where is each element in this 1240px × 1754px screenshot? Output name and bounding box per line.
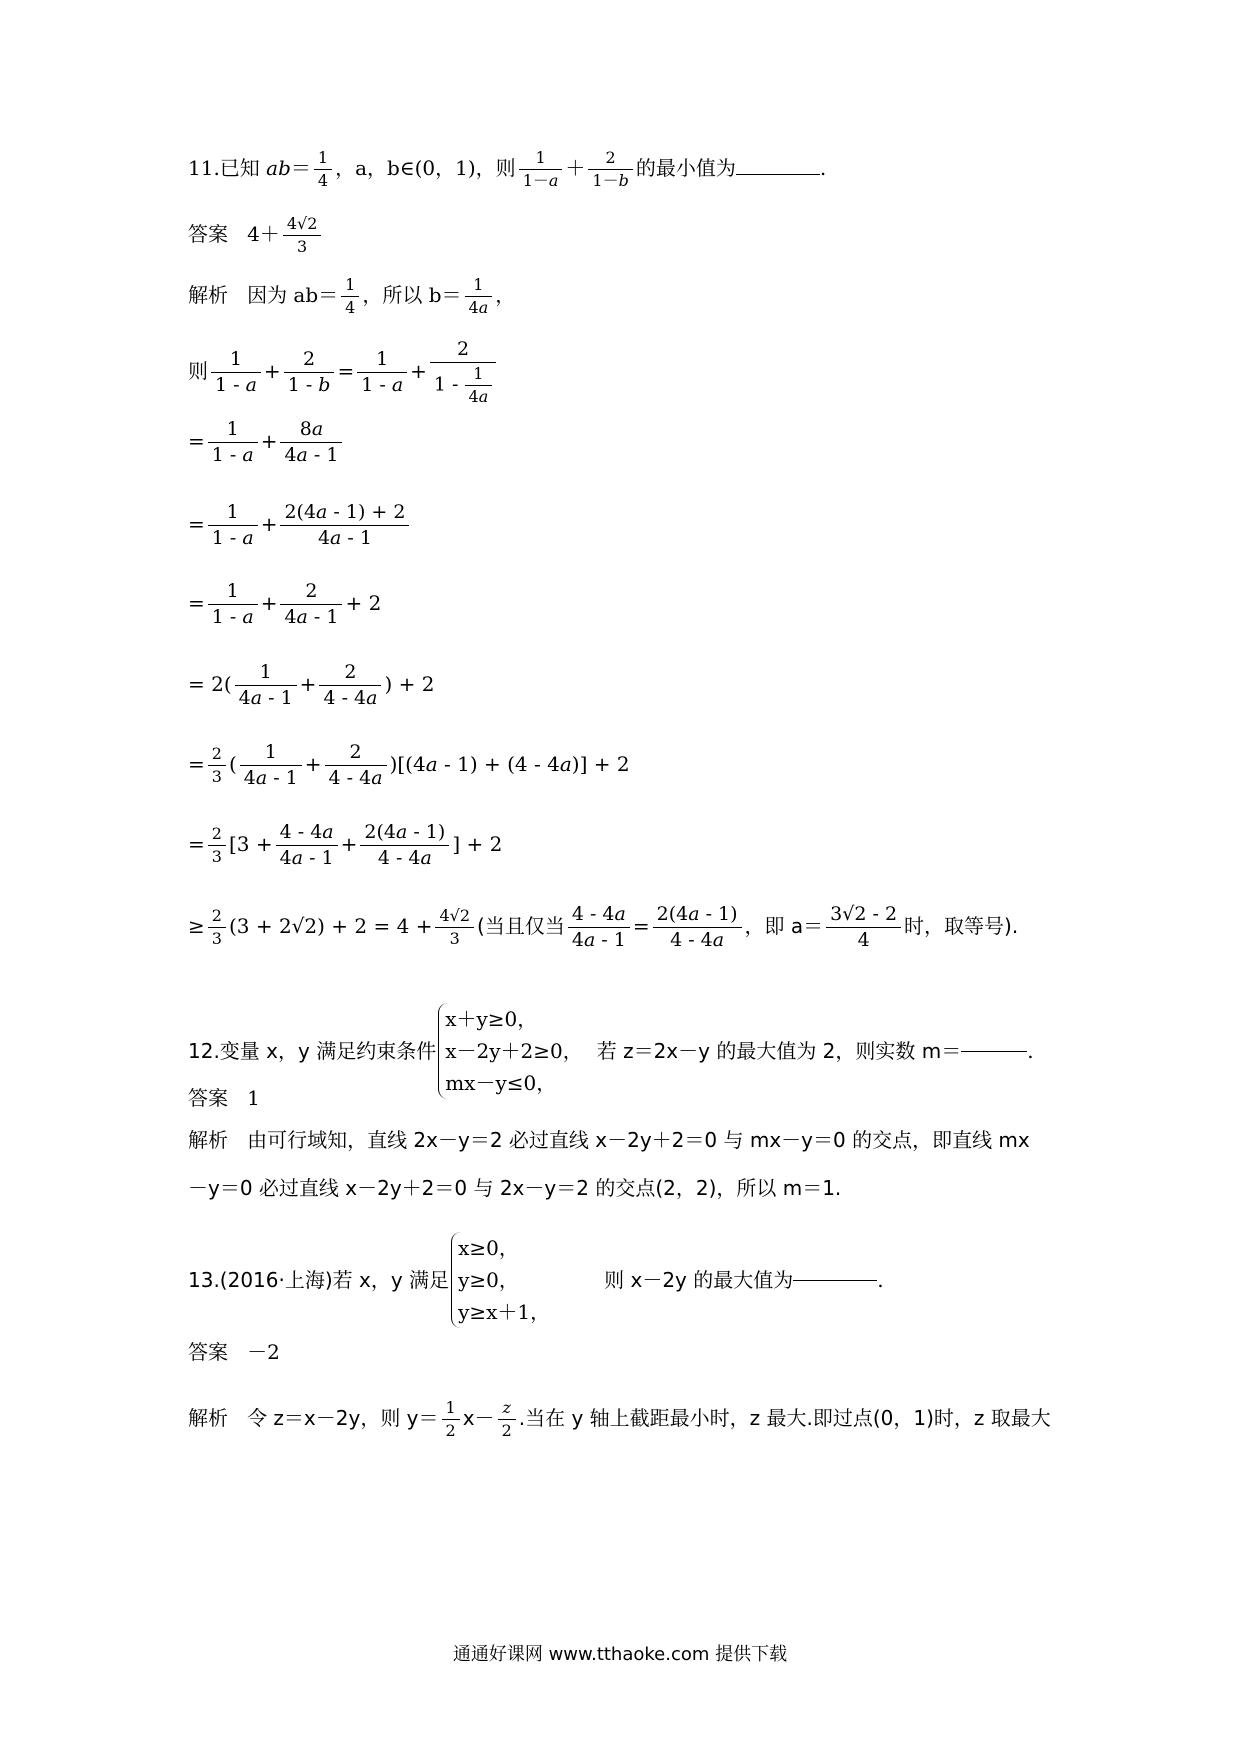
solution-text-2: ，所以 b＝ [362,283,462,307]
answer-label: 答案 [188,222,228,246]
page-footer: 通通好课网 www.tthaoke.com 提供下载 [452,1644,788,1665]
final-note-2: ，即 a＝ [744,914,824,938]
q11-end: . [819,156,827,180]
q11-answer-value: 4＋ [247,222,280,246]
solution-label: 解析 [188,1406,228,1430]
q12-solution-line-2 [188,1178,841,1198]
q11-ab: ab [266,156,291,180]
solution-label: 解析 [188,1128,228,1152]
fraction: $\frac{1}{4}$ [341,277,359,316]
question-11: 11.已知 ab＝ $\frac{1}{4}$ ，a，b∈(0，1)，则 $\frac{1}{1-a}$ ＋ $\frac{2}{1-b}$ 的最小值为 . [188,148,827,190]
q13-solution: 解析 令 z＝x－2y，则 y＝ $\frac{1}{2}$ x－ $\frac{z}{2}$ .当在 y 轴上截距最小时，z 最大.即过点(0，1)时，z 取最大 [188,1398,1051,1440]
derivation-line-6: = $\frac{2}{3}$ ( $\frac{1}{4a - 1}$ + $\frac{2}{4 - 4a}$ )[(4a - 1) + (4 - 4a)] + 2 [188,741,630,789]
q12-end: . [1027,1039,1034,1063]
derivation-line-2: = $\frac{1}{1 - a}$ + $\frac{8a}{4a - 1}$ [188,420,345,465]
solution-label: 解析 [188,283,228,307]
q13-end: . [877,1268,884,1292]
q12-answer [188,1088,260,1108]
constraint-system: x＋y≥0， x－2y＋2≥0， mx－y≤0， [438,1003,583,1099]
q12-answer-value: 1 [247,1086,260,1110]
answer-label: 答案 [188,1086,228,1110]
fraction: $\frac{1}{1-a}$ [519,150,563,189]
q12-solution-text-1: 由可行域知，直线 2x－y＝2 必过直线 x－2y＋2＝0 与 mx－y＝0 的交点，即直线 mx [247,1128,1030,1152]
q13-solution-text-1: 令 z＝x－2y，则 y＝ [247,1406,439,1430]
q13-solution-text-2: x－ [462,1406,495,1430]
derivation-line-7: = $\frac{2}{3}$ [3 + $\frac{4 - 4a}{4a - 1}$ + $\frac{2(4a - 1)}{4 - 4a}$ ] + 2 [188,821,503,869]
q13-solution-text-3: .当在 y 轴上截距最小时，z 最大.即过点(0，1)时，z 取最大 [518,1406,1051,1430]
q11-mid: ，a，b∈(0，1)，则 [335,156,516,180]
solution-text-1: 因为 ab＝ [247,283,339,307]
answer-fraction: $\frac{4√2}{3}$ [283,216,322,255]
constraint-system: x≥0， y≥0， y≥x＋1， [451,1232,550,1328]
q13-answer-value: －2 [247,1340,280,1364]
q13-suffix: 则 x－2y 的最大值为 [604,1268,794,1292]
answer-blank[interactable] [961,1051,1027,1052]
q12-solution-text-2: －y＝0 必过直线 x－2y＋2＝0 与 2x－y＝2 的交点(2，2)，所以 m＝1. [188,1176,842,1200]
fraction: $\frac{2}{1-b}$ [588,150,632,189]
derivation-line-8: ≥ $\frac{2}{3}$ (3 + 2√2) + 2 = 4 + $\frac{4√2}{3}$ (当且仅当 $\frac{4 - 4a}{4a - 1}$ = $\frac{2(4a - 1)}{4 - 4a}$ ，即 a＝ $\frac{3√2 - 2}{4}$ 时，取等号). [188,903,1019,951]
q11-prefix: 11.已知 [188,156,267,180]
question-12 [188,1003,1034,1099]
answer-blank[interactable] [793,1280,877,1281]
q12-suffix: 若 z＝2x－y 的最大值为 2，则实数 m＝ [596,1039,962,1063]
q13-answer [188,1342,280,1362]
final-note-1: (当且仅当 [477,914,565,938]
derivation-line-1: 则 $\frac{1}{1 - a}$ + $\frac{2}{1 - b}$ = $\frac{1}{1 - a}$ + 2 1 - $\frac{1}{4a}$ [188,340,499,405]
fraction: $\frac{1}{4a}$ [465,277,493,316]
derivation-line-4: = $\frac{1}{1 - a}$ + $\frac{2}{4a - 1}$ + 2 [188,580,382,628]
q11-eq: ＝ [290,156,311,180]
question-13 [188,1232,884,1328]
answer-label: 答案 [188,1340,228,1364]
q12-prefix: 12.变量 x，y 满足约束条件 [188,1039,437,1063]
q11-solution-intro: 解析 因为 ab＝ $\frac{1}{4}$ ，所以 b＝ $\frac{1}{4a}$ ， [188,275,516,317]
fraction: $\frac{1}{4}$ [314,150,332,189]
derivation-line-3: = $\frac{1}{1 - a}$ + $\frac{2(4a - 1) + 2}{4a - 1}$ [188,503,412,548]
q13-prefix: 13.(2016·上海)若 x，y 满足 [188,1268,450,1292]
derivation-line-5: = 2( $\frac{1}{4a - 1}$ + $\frac{2}{4 - 4a}$ ) + 2 [188,661,435,709]
q11-suffix: 的最小值为 [635,156,736,180]
final-note-3: 时，取等号). [904,914,1019,938]
answer-blank[interactable] [736,174,820,175]
q11-answer [188,216,324,255]
q12-solution-line-1 [188,1130,1030,1150]
